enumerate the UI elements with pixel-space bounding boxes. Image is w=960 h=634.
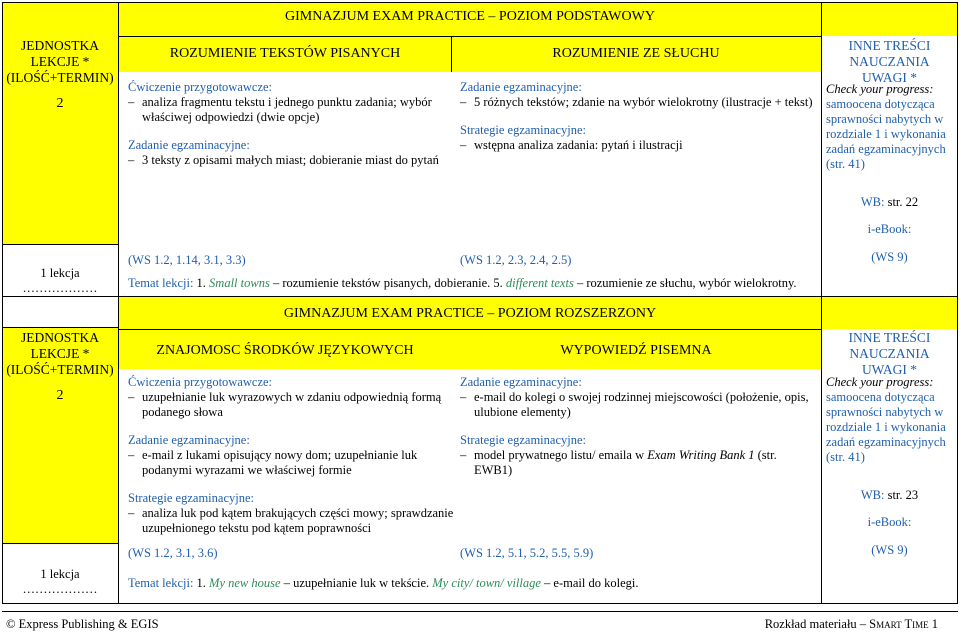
reading-title: ROZUMIENIE TEKSTÓW PISANYCH bbox=[169, 46, 401, 61]
writing-h2: Strategie egzaminacyjne: bbox=[460, 433, 586, 447]
section-title-extended: GIMNAZJUM EXAM PRACTICE – POZIOM ROZSZERZONY bbox=[283, 306, 657, 321]
ebook-label-2: i-eBook: bbox=[867, 515, 912, 529]
ws-other: (WS 9) bbox=[871, 250, 908, 264]
footer bbox=[0, 614, 960, 634]
listening-item: – wstępna analiza zadania: pytań i ilustracji bbox=[460, 138, 816, 153]
unit-number: 2 bbox=[56, 96, 64, 111]
language-h1: Ćwiczenia przygotowawcze: bbox=[128, 375, 273, 389]
listening-title: ROZUMIENIE ZE SŁUCHU bbox=[552, 46, 720, 61]
lesson-topic-2: Temat lekcji: 1. My new house – uzupełnianie luk w tekście. My city/ town/ village – e-mail do kolegi. bbox=[128, 576, 639, 590]
listening-content bbox=[460, 80, 816, 153]
language-title: ZNAJOMOSC ŚRODKÓW JĘZYKOWYCH bbox=[156, 343, 414, 358]
unit-header: JEDNOSTKA LEKCJE * (ILOŚĆ+TERMIN) bbox=[6, 38, 114, 86]
ws-listening: (WS 1.2, 2.3, 2.4, 2.5) bbox=[460, 253, 572, 267]
writing-item: – e-mail do kolegi o swojej rodzinnej miejscowości (położenie, opis, ulubione elementy) bbox=[460, 390, 816, 420]
reading-h2: Zadanie egzaminacyjne: bbox=[128, 138, 250, 152]
other-content-2 bbox=[826, 375, 954, 465]
ws-other-2: (WS 9) bbox=[871, 543, 908, 557]
lesson-count: 1 lekcja ……………… bbox=[22, 266, 98, 295]
writing-item: – model prywatnego listu/ emaila w Exam Writing Bank 1 (str. EWB1) bbox=[460, 448, 816, 478]
listening-h1: Zadanie egzaminacyjne: bbox=[460, 80, 582, 94]
other-content bbox=[826, 82, 954, 172]
lesson-count-2: 1 lekcja ……………… bbox=[22, 567, 98, 596]
language-h3: Strategie egzaminacyjne: bbox=[128, 491, 254, 505]
unit-number-2: 2 bbox=[56, 388, 64, 403]
language-h2: Zadanie egzaminacyjne: bbox=[128, 433, 250, 447]
reading-item: – analiza fragmentu tekstu i jednego punktu zadania; wybór właściwej odpowiedzi (dwie opcje) bbox=[128, 95, 446, 125]
other-title: INNE TREŚCI NAUCZANIA UWAGI * bbox=[848, 38, 931, 86]
footer-title: Rozkład materiału – Smart Time 1 bbox=[764, 617, 938, 631]
language-item: – e-mail z lukami opisujący nowy dom; uzupełnianie luk podanymi wyrazami we właściwej formie bbox=[128, 448, 458, 478]
check-progress-desc: samoocena dotycząca sprawności nabytych w rozdziale 1 i wykonania zadań egzaminacyjnych (str. 41) bbox=[826, 97, 946, 171]
footer-copyright: © Express Publishing & EGIS bbox=[6, 617, 159, 631]
ws-language: (WS 1.2, 3.1, 3.6) bbox=[128, 546, 218, 560]
language-item: – uzupełnianie luk wyrazowych w zdaniu odpowiednią formą podanego słowa bbox=[128, 390, 458, 420]
check-progress-desc-2: samoocena dotycząca sprawności nabytych w rozdziale 1 i wykonania zadań egzaminacyjnych (str. 41) bbox=[826, 390, 946, 464]
ebook-label: i-eBook: bbox=[867, 222, 912, 236]
listening-h2: Strategie egzaminacyjne: bbox=[460, 123, 586, 137]
ws-reading: (WS 1.2, 1.14, 3.1, 3.3) bbox=[128, 253, 246, 267]
writing-content bbox=[460, 375, 816, 478]
unit-header-2: JEDNOSTKA LEKCJE * (ILOŚĆ+TERMIN) bbox=[6, 330, 114, 378]
ws-writing: (WS 1.2, 5.1, 5.2, 5.5, 5.9) bbox=[460, 546, 594, 560]
writing-title: WYPOWIEDŹ PISEMNA bbox=[560, 343, 712, 358]
language-content bbox=[128, 375, 458, 536]
language-item: – analiza luk pod kątem brakujących części mowy; sprawdzanie uzupełnionego tekstu pod kątem poprawności bbox=[128, 506, 458, 536]
reading-h1: Ćwiczenie przygotowawcze: bbox=[128, 80, 273, 94]
other-title-2: INNE TREŚCI NAUCZANIA UWAGI * bbox=[848, 330, 931, 378]
wb-ref-2: WB: str. 23 bbox=[860, 488, 919, 502]
reading-item: – 3 teksty z opisami małych miast; dobieranie miast do pytań bbox=[128, 153, 446, 168]
check-progress-label-2: Check your progress: bbox=[826, 375, 934, 389]
section-title-basic: GIMNAZJUM EXAM PRACTICE – POZIOM PODSTAWOWY bbox=[285, 9, 655, 24]
listening-item: – 5 różnych tekstów; zdanie na wybór wielokrotny (ilustracje + tekst) bbox=[460, 95, 816, 110]
lesson-topic: Temat lekcji: 1. Small towns – rozumienie tekstów pisanych, dobieranie. 5. different texts – rozumienie ze słuchu, wybór wielokrotny. bbox=[128, 276, 797, 290]
writing-h1: Zadanie egzaminacyjne: bbox=[460, 375, 582, 389]
wb-ref: WB: str. 22 bbox=[860, 195, 919, 209]
reading-content bbox=[128, 80, 446, 168]
check-progress-label: Check your progress: bbox=[826, 82, 934, 96]
